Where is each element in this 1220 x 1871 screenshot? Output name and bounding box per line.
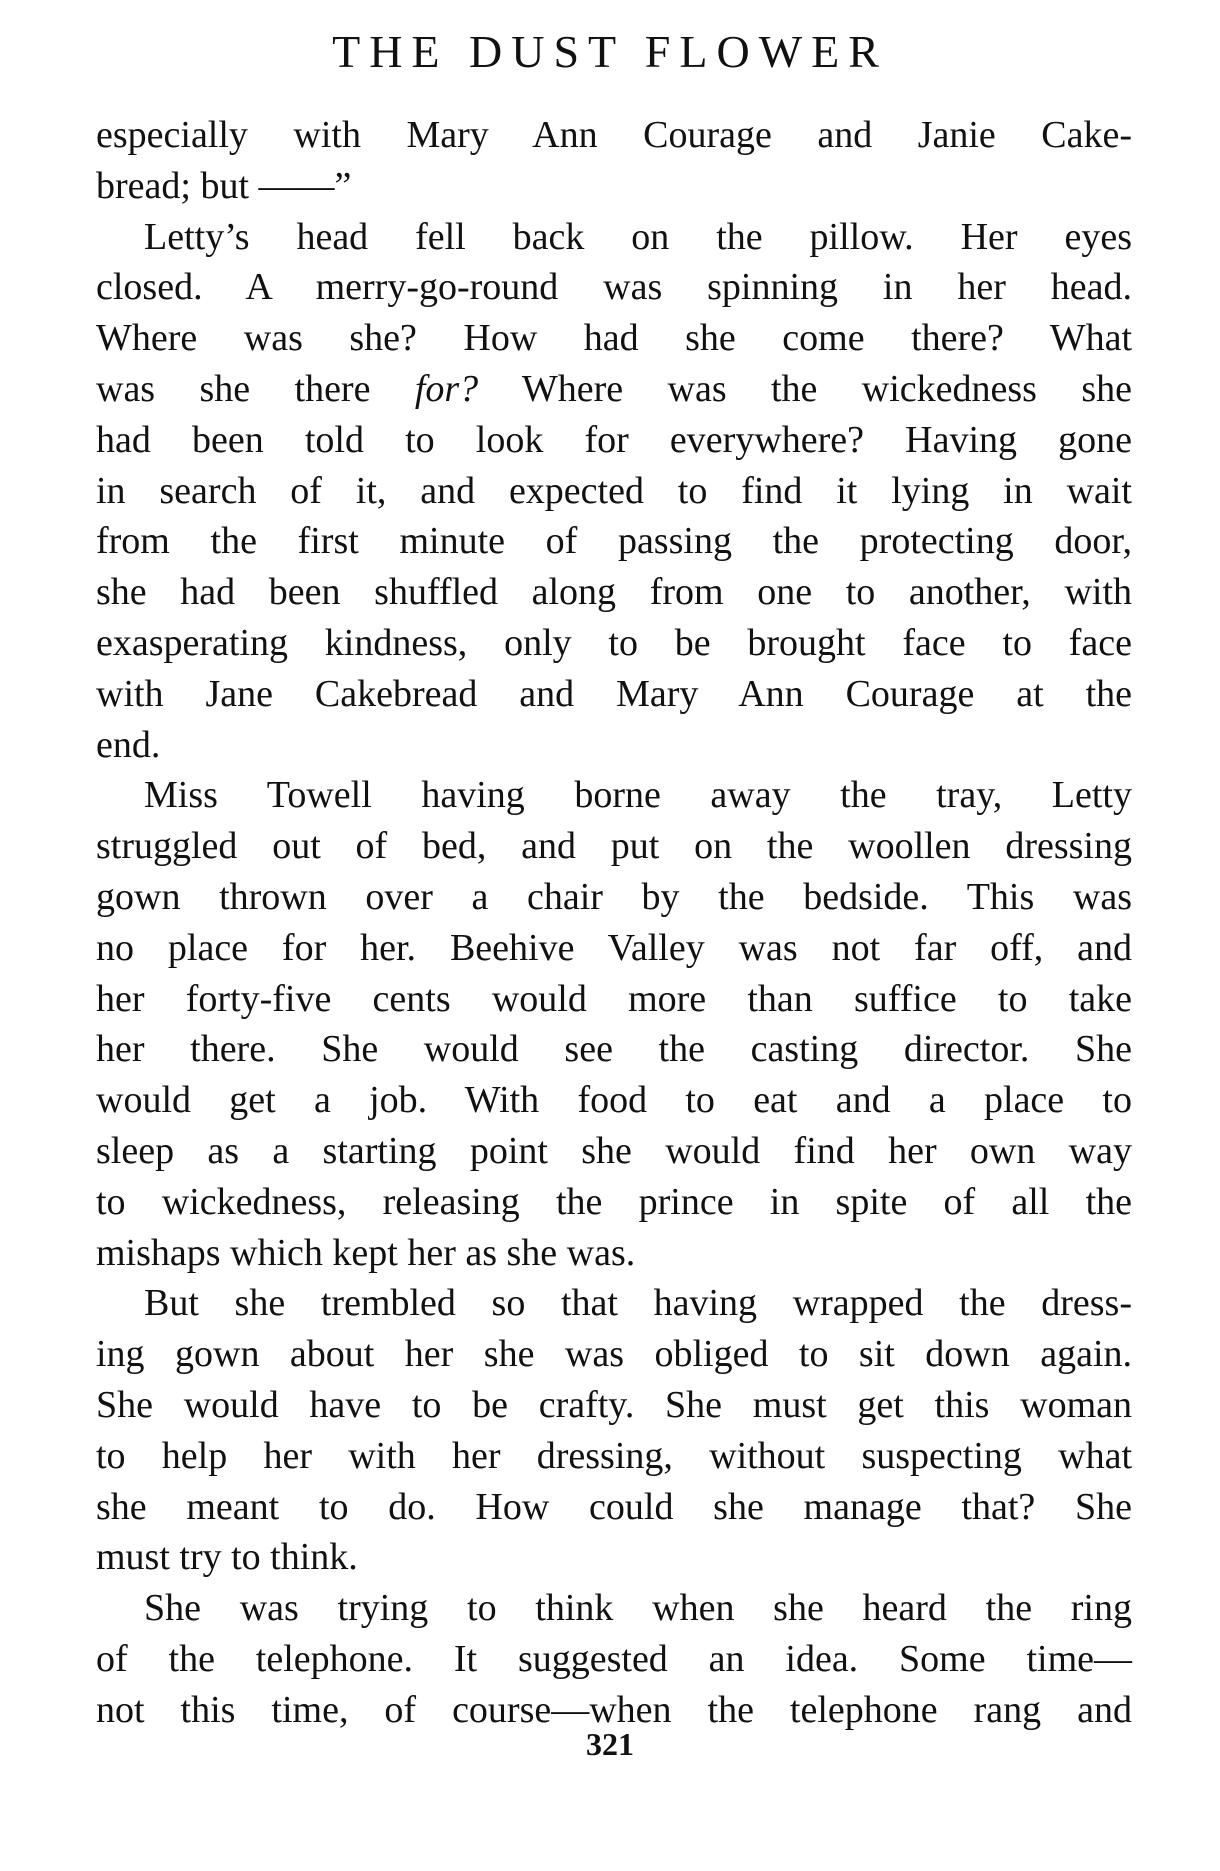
text-line: her there. She would see the casting director. She <box>96 1028 1132 1071</box>
running-head: THE DUST FLOWER <box>332 26 888 77</box>
text-line: must try to think. <box>96 1536 358 1579</box>
text-line: She was trying to think when she heard the ring <box>144 1587 1132 1630</box>
text-line: would get a job. With food to eat and a place to <box>96 1079 1132 1122</box>
text-line: sleep as a starting point she would find her own way <box>96 1129 1132 1172</box>
text-line: especially with Mary Ann Courage and Janie Cake- <box>96 114 1132 156</box>
text-line: ing gown about her she was obliged to sit down again. <box>96 1333 1132 1376</box>
emphasis: for? <box>414 367 479 410</box>
body-text <box>96 110 1132 1736</box>
text-line: struggled out of bed, and put on the woollen dressing <box>96 825 1132 868</box>
text-line: mishaps which kept her as she was. <box>96 1231 636 1274</box>
page-number: 321 <box>586 1726 634 1762</box>
text-line: gown thrown over a chair by the bedside. This was <box>96 875 1132 918</box>
text-line: But she trembled so that having wrapped the dress- <box>144 1282 1132 1325</box>
text-line: she had been shuffled along from one to another, with <box>96 571 1132 614</box>
text-line: had been told to look for everywhere? Having gone <box>96 418 1132 461</box>
text-line: bread; but ——” <box>96 164 352 207</box>
text-line: to help her with her dressing, without suspecting what <box>96 1434 1132 1477</box>
text-line: to wickedness, releasing the prince in spite of all the <box>96 1180 1132 1223</box>
text-line: of the telephone. It suggested an idea. Some time— <box>96 1637 1132 1680</box>
text-line: not this time, of course—when the telephone rang and <box>96 1688 1132 1731</box>
text-line: she meant to do. How could she manage that? She <box>96 1485 1132 1528</box>
text-line: no place for her. Beehive Valley was not far off, and <box>96 926 1132 969</box>
text-line: end. <box>96 723 161 766</box>
text-line: closed. A merry-go-round was spinning in her head. <box>96 266 1132 309</box>
text-line: Where was she? How had she come there? What <box>96 317 1132 360</box>
text-line: exasperating kindness, only to be brought face to face <box>96 621 1132 664</box>
text-line: from the first minute of passing the protecting door, <box>96 520 1132 563</box>
text-line: She would have to be crafty. She must get this woman <box>96 1383 1132 1426</box>
text-line: was she there for? Where was the wickedness she <box>96 367 1132 410</box>
text-line: with Jane Cakebread and Mary Ann Courage at the <box>96 672 1132 715</box>
text-line: her forty-five cents would more than suffice to take <box>96 977 1132 1020</box>
text-line: Letty’s head fell back on the pillow. Her eyes <box>144 215 1132 258</box>
text-line: Miss Towell having borne away the tray, Letty <box>144 774 1132 817</box>
text-line: in search of it, and expected to find it lying in wait <box>96 469 1132 512</box>
